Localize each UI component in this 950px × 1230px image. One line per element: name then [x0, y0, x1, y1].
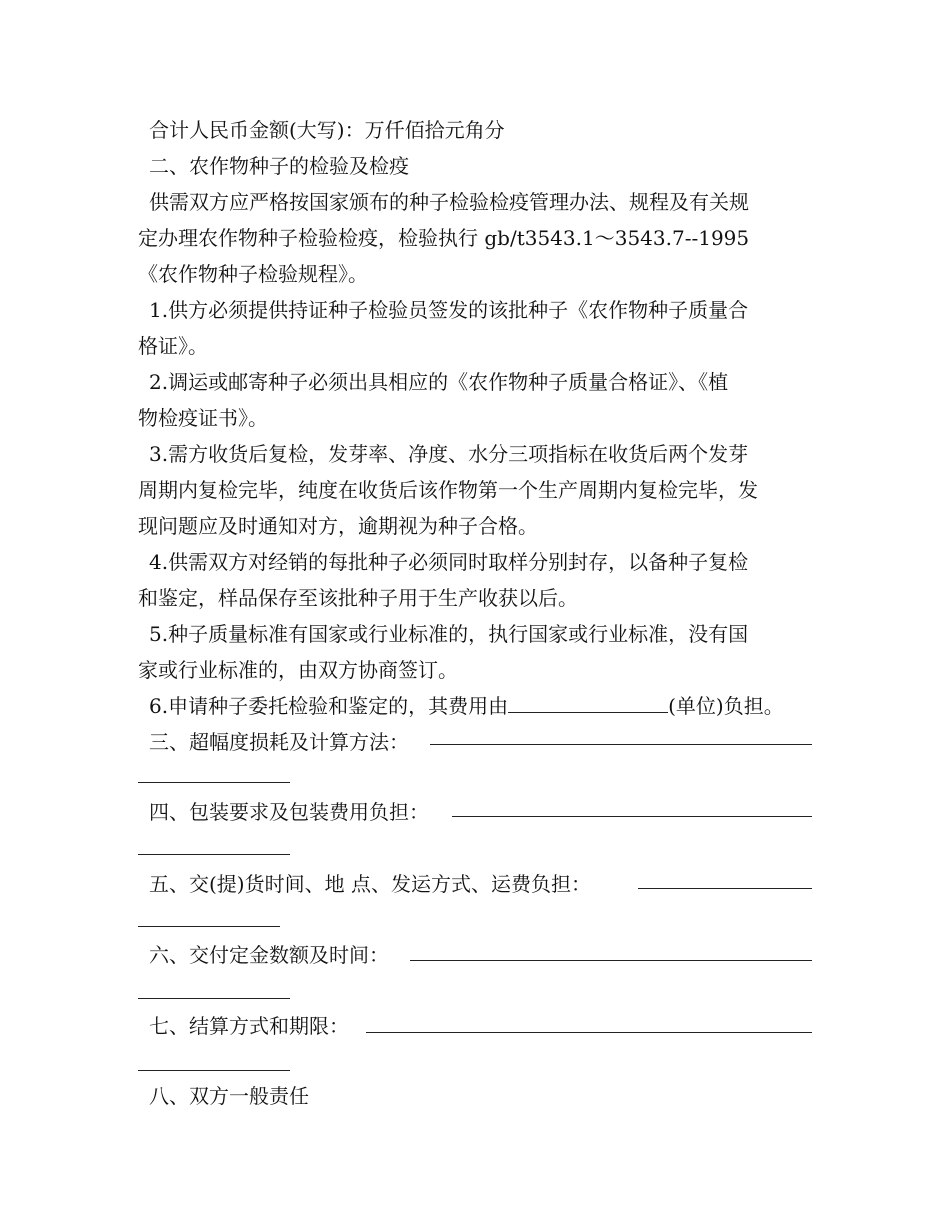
- item-6-text-before-blank: 6.申请种子委托检验和鉴定的，其费用由: [149, 694, 509, 718]
- payer-unit-blank[interactable]: [508, 690, 668, 713]
- item-3-line-1: 3.需方收货后复检，发芽率、净度、水分三项指标在收货后两个发芽: [149, 442, 749, 466]
- item-6-line: [149, 688, 784, 724]
- section-4-fill-line-2[interactable]: [138, 854, 290, 855]
- item-2-line-1: 2.调运或邮寄种子必须出具相应的《农作物种子质量合格证》、《植: [149, 370, 729, 394]
- section-5-title: 五、交(提)货时间、地 点、发运方式、运费负担：: [149, 872, 591, 896]
- section-2-paragraph-line-3: 《农作物种子检验规程》。: [138, 262, 368, 286]
- section-7-fill-line-1[interactable]: [366, 1032, 812, 1033]
- section-2-paragraph-line-2: 定办理农作物种子检验检疫，检验执行 gb/t3543.1～3543.7--1995: [138, 226, 750, 250]
- item-5-line-2: 家或行业标准的，由双方协商签订。: [138, 658, 458, 682]
- item-4-line-2: 和鉴定，样品保存至该批种子用于生产收获以后。: [138, 586, 578, 610]
- total-amount-line: 合计人民币金额(大写)：万仟佰拾元角分: [149, 118, 505, 142]
- section-7-fill-line-2[interactable]: [138, 1070, 290, 1071]
- section-2-paragraph-line-1: 供需双方应严格按国家颁布的种子检验检疫管理办法、规程及有关规: [149, 190, 749, 214]
- item-4-line-1: 4.供需双方对经销的每批种子必须同时取样分别封存，以备种子复检: [149, 550, 749, 574]
- section-2-title: 二、农作物种子的检验及检疫: [149, 154, 409, 178]
- item-3-line-3: 现问题应及时通知对方，逾期视为种子合格。: [138, 514, 538, 538]
- section-3-title: 三、超幅度损耗及计算方法：: [149, 730, 409, 754]
- item-1-line-2: 格证》。: [138, 334, 208, 358]
- section-8-title: 八、双方一般责任: [149, 1084, 309, 1108]
- section-3-fill-line-2[interactable]: [138, 782, 290, 783]
- section-6-fill-line-2[interactable]: [138, 998, 290, 999]
- section-3-fill-line-1[interactable]: [430, 744, 812, 745]
- section-6-fill-line-1[interactable]: [410, 960, 812, 961]
- section-7-title: 七、结算方式和期限：: [149, 1014, 349, 1038]
- section-6-title: 六、交付定金数额及时间：: [149, 943, 389, 967]
- item-5-line-1: 5.种子质量标准有国家或行业标准的，执行国家或行业标准，没有国: [149, 622, 749, 646]
- section-5-fill-line-1[interactable]: [638, 888, 812, 889]
- item-6-text-after-blank: (单位)负担。: [668, 694, 784, 718]
- item-2-line-2: 物检疫证书》。: [138, 406, 268, 430]
- section-4-fill-line-1[interactable]: [452, 816, 812, 817]
- item-3-line-2: 周期内复检完毕，纯度在收货后该作物第一个生产周期内复检完毕，发: [138, 478, 758, 502]
- item-1-line-1: 1.供方必须提供持证种子检验员签发的该批种子《农作物种子质量合: [149, 298, 749, 322]
- section-4-title: 四、包装要求及包装费用负担：: [149, 800, 429, 824]
- section-5-fill-line-2[interactable]: [138, 926, 280, 927]
